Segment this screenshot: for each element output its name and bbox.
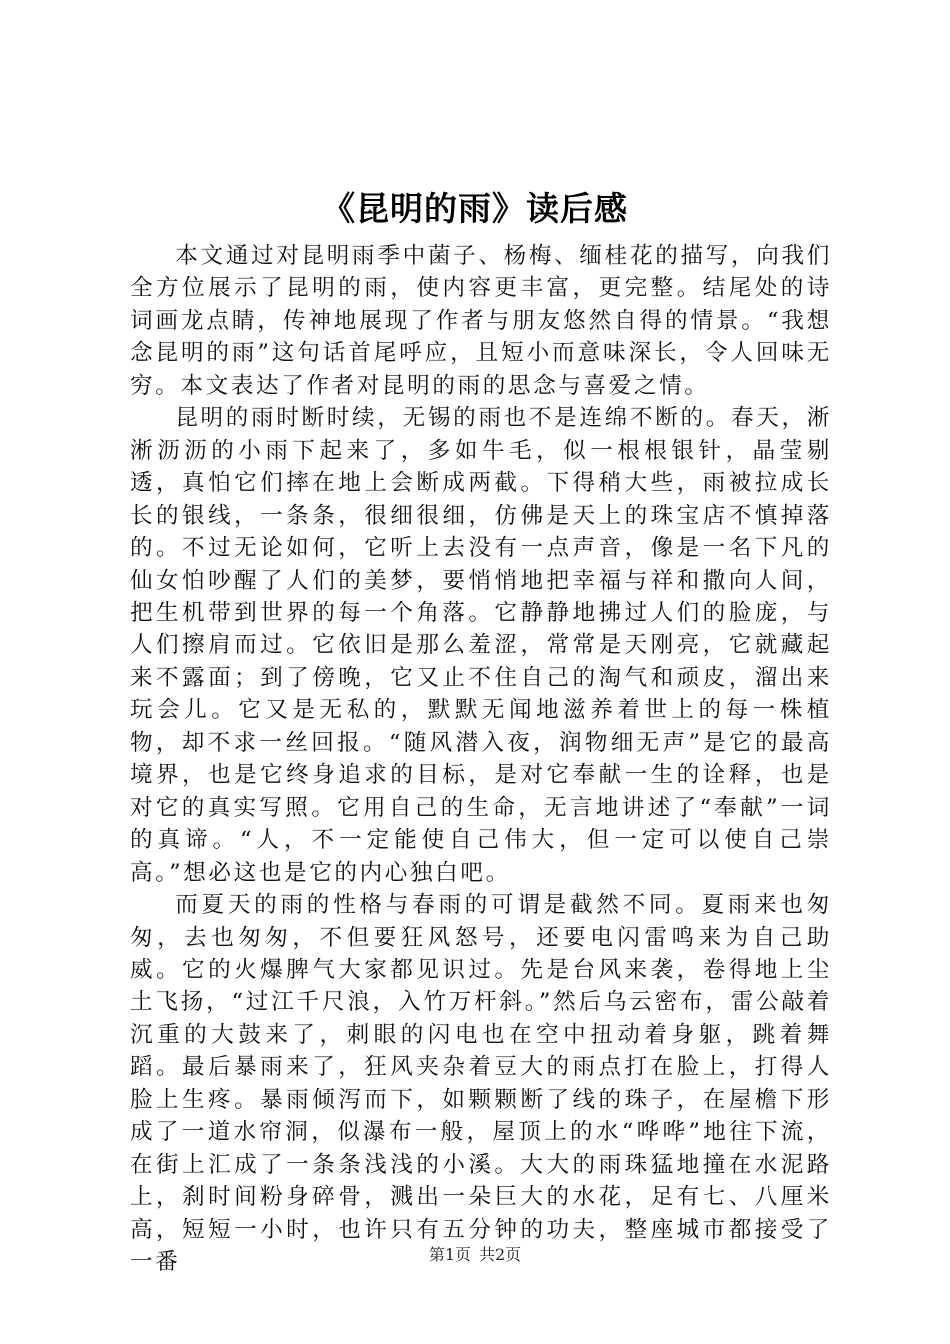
document-title: 《昆明的雨》读后感 xyxy=(322,189,628,228)
page-total: 共2页 xyxy=(479,1245,522,1264)
paragraph-3: 而夏天的雨的性格与春雨的可谓是截然不同。夏雨来也匆匆，去也匆匆，不但要狂风怒号，还要电闪雷鸣来为自己助威。它的火爆脾气大家都见识过。先是台风来袭，卷得地上尘土飞扬，“过江千尺浪，入竹万杆斜。”然后乌云密布，雷公敲着沉重的大鼓来了，刺眼的闪电也在空中扭动着身躯，跳着舞蹈。最后暴雨来了，狂风夹杂着豆大的雨点打在脸上，打得人脸上生疼。暴雨倾泻而下，如颗颗断了线的珠子，在屋檐下形成了一道水帘洞，似瀑布一般，屋顶上的水“哗哗”地往下流，在街上汇成了一条条浅浅的小溪。大大的雨珠猛地撞在水泥路上，刹时间粉身碎骨，溅出一朵巨大的水花，足有七、八厘米高，短短一小时，也许只有五分钟的功夫，整座城市都接受了一番 xyxy=(130,892,832,1276)
page-footer xyxy=(0,1244,950,1266)
page-number: 第1页 xyxy=(428,1245,471,1264)
paragraph-1: 本文通过对昆明雨季中菌子、杨梅、缅桂花的描写，向我们全方位展示了昆明的雨，使内容更丰富，更完整。结尾处的诗词画龙点睛，传神地展现了作者与朋友悠然自得的情景。“我想念昆明的雨”这句话首尾呼应，且短小而意味深长，令人回味无穷。本文表达了作者对昆明的雨的思念与喜爱之情。 xyxy=(130,243,832,399)
paragraph-2: 昆明的雨时断时续，无锡的雨也不是连绵不断的。春天，淅淅沥沥的小雨下起来了，多如牛毛，似一根根银针，晶莹剔透，真怕它们摔在地上会断成两截。下得稍大些，雨被拉成长长的银线，一条条，很细很细，仿佛是天上的珠宝店不慎掉落的。不过无论如何，它听上去没有一点声音，像是一名下凡的仙女怕吵醒了人们的美梦，要悄悄地把幸福与祥和撒向人间，把生机带到世界的每一个角落。它静静地拂过人们的脸庞，与人们擦肩而过。它依旧是那么羞涩，常常是天刚亮，它就藏起来不露面；到了傍晚，它又止不住自己的淘气和顽皮，溜出来玩会儿。它又是无私的，默默无闻地滋养着世上的每一株植物，却不求一丝回报。“随风潜入夜，润物细无声”是它的最高境界，也是它终身追求的目标，是对它奉献一生的诠释，也是对它的真实写照。它用自己的生命，无言地讲述了“奉献”一词的真谛。“人，不一定能使自己伟大，但一定可以使自己崇高。”想必这也是它的内心独白吧。 xyxy=(130,405,832,886)
document-body xyxy=(130,240,832,1279)
